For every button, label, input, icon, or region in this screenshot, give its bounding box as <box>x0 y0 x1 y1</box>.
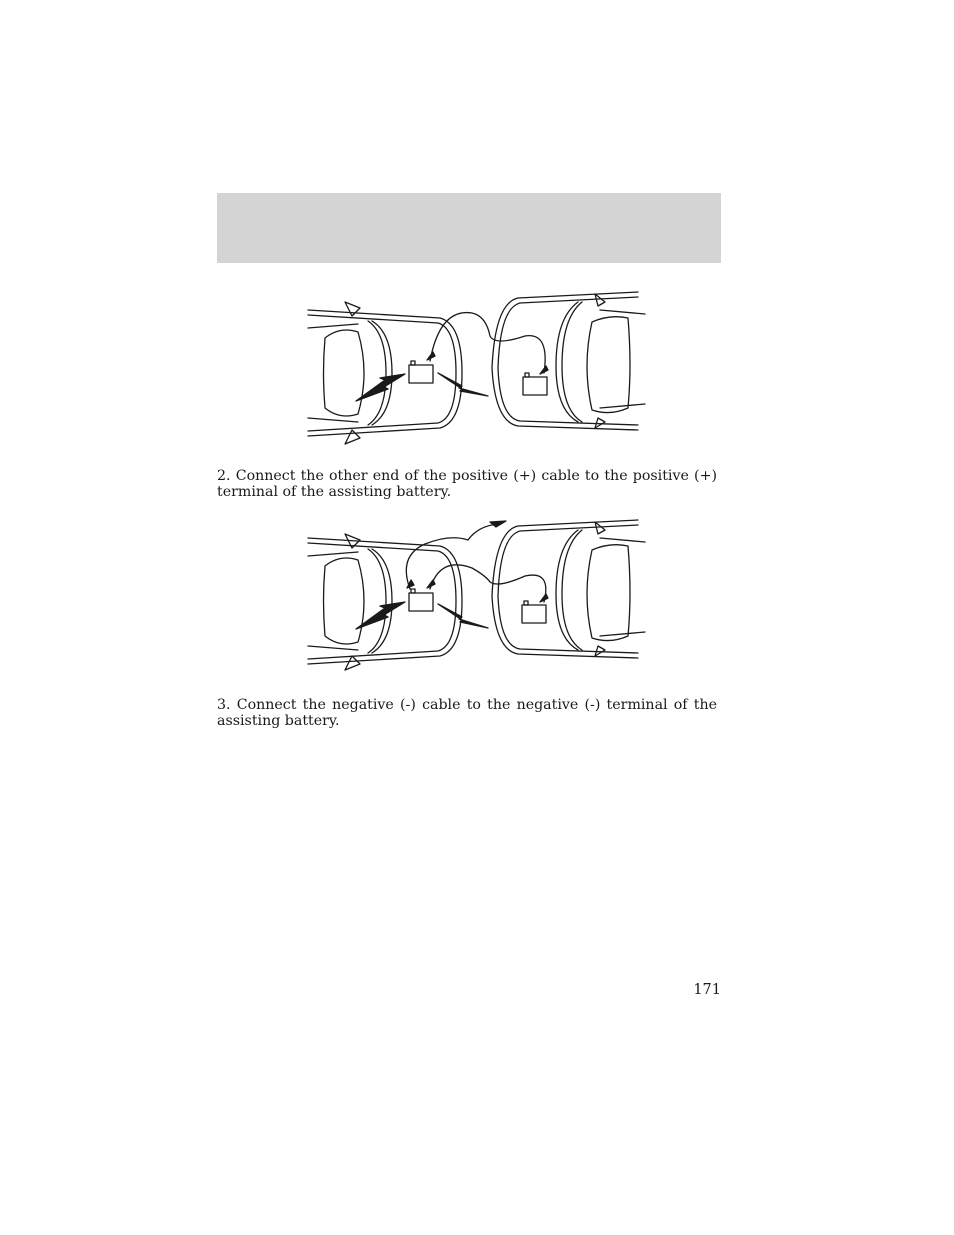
disabled-vehicle <box>308 534 462 670</box>
assisting-battery <box>523 377 547 395</box>
dead-battery <box>409 365 433 383</box>
jump-start-illustration-step2 <box>300 288 660 458</box>
dead-battery <box>409 593 433 611</box>
jump-start-illustration-step3 <box>300 516 660 686</box>
negative-cable <box>406 524 498 589</box>
assisting-battery <box>522 605 546 623</box>
spark-warning-icon <box>438 604 488 628</box>
spark-warning-icon <box>438 373 488 396</box>
step-3-text: 3. Connect the negative (-) cable to the negative (-) terminal of the assisting battery. <box>217 697 717 729</box>
assisting-vehicle <box>492 520 645 658</box>
assisting-vehicle <box>492 292 645 430</box>
step-2-text: 2. Connect the other end of the positive (+) cable to the positive (+) terminal of the assisting battery. <box>217 468 717 500</box>
section-header-band <box>217 193 721 263</box>
page-number: 171 <box>693 982 721 998</box>
positive-cable <box>430 565 546 602</box>
